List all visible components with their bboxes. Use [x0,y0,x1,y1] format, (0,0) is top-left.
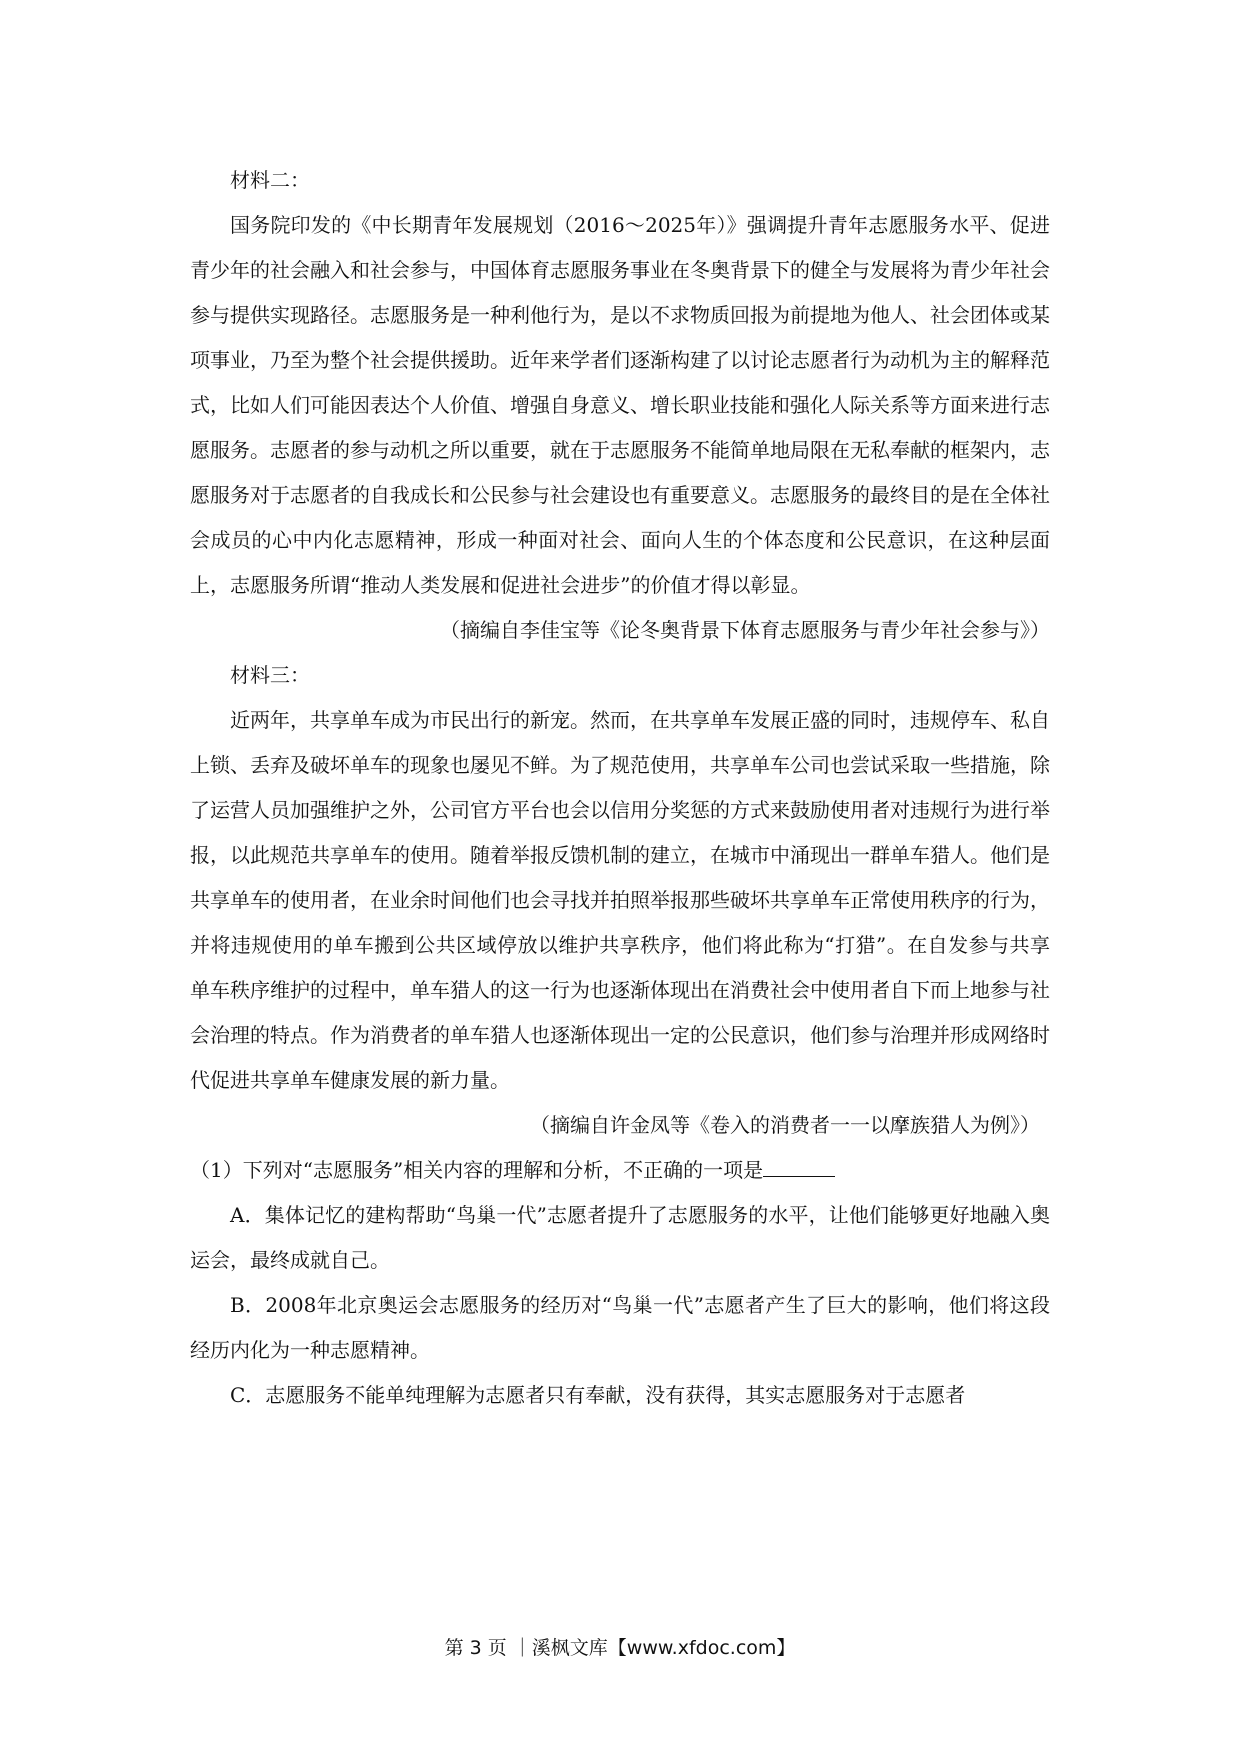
material-three-source: （摘编自许金凤等《卷入的消费者一一以摩族猎人为例》） [530,1113,1040,1137]
material-two-label: 材料二： [230,168,310,192]
material-two-source: （摘编自李佳宝等《论冬奥背景下体育志愿服务与青少年社会参与》） [440,618,1050,642]
option-a: A．集体记忆的建构帮助“鸟巢一代”志愿者提升了志愿服务的水平，让他们能够更好地融入奥运会，最终成就自己。 [190,1203,1050,1272]
question-stem [190,1148,1050,1193]
material-three-label: 材料三： [230,663,310,687]
page-content [190,158,1050,1418]
page-footer: 第 3 页 ｜溪枫文库【www.xfdoc.com】 [444,1637,796,1659]
question-stem-text: （1）下列对“志愿服务”相关内容的理解和分析，不正确的一项是 [190,1158,764,1182]
material-three-paragraph: 近两年，共享单车成为市民出行的新宠。然而，在共享单车发展正盛的同时，违规停车、私自上锁、丢弃及破坏单车的现象也屡见不鲜。为了规范使用，共享单车公司也尝试采取一些措施，除了运营人员加强维护之外，公司官方平台也会以信用分奖惩的方式来鼓励使用者对违规行为进行举报，以此规范共享单车的使用。随着举报反馈机制的建立，在城市中涌现出一群单车猎人。他们是共享单车的使用者，在业余时间他们也会寻找并拍照举报那些破坏共享单车正常使用秩序的行为，并将违规使用的单车搬到公共区域停放以维护共享秩序，他们将此称为“打猎”。在自发参与共享单车秩序维护的过程中，单车猎人的这一行为也逐渐体现出在消费社会中使用者自下而上地参与社会治理的特点。作为消费者的单车猎人也逐渐体现出一定的公民意识，他们参与治理并形成网络时代促进共享单车健康发展的新力量。 [190,708,1050,1092]
option-c: C．志愿服务不能单纯理解为志愿者只有奉献，没有获得，其实志愿服务对于志愿者 [230,1383,966,1407]
option-b: B．2008年北京奥运会志愿服务的经历对“鸟巢一代”志愿者产生了巨大的影响，他们将这段经历内化为一种志愿精神。 [190,1293,1050,1362]
answer-blank [763,1156,835,1177]
material-two-paragraph: 国务院印发的《中长期青年发展规划（2016～2025年）》强调提升青年志愿服务水平、促进青少年的社会融入和社会参与，中国体育志愿服务事业在冬奥背景下的健全与发展将为青少年社会参与提供实现路径。志愿服务是一种利他行为，是以不求物质回报为前提地为他人、社会团体或某项事业，乃至为整个社会提供援助。近年来学者们逐渐构建了以讨论志愿者行为动机为主的解释范式，比如人们可能因表达个人价值、增强自身意义、增长职业技能和强化人际关系等方面来进行志愿服务。志愿者的参与动机之所以重要，就在于志愿服务不能简单地局限在无私奉献的框架内，志愿服务对于志愿者的自我成长和公民参与社会建设也有重要意义。志愿服务的最终目的是在全体社会成员的心中内化志愿精神，形成一种面对社会、面向人生的个体态度和公民意识，在这种层面上，志愿服务所谓“推动人类发展和促进社会进步”的价值才得以彰显。 [190,213,1050,597]
